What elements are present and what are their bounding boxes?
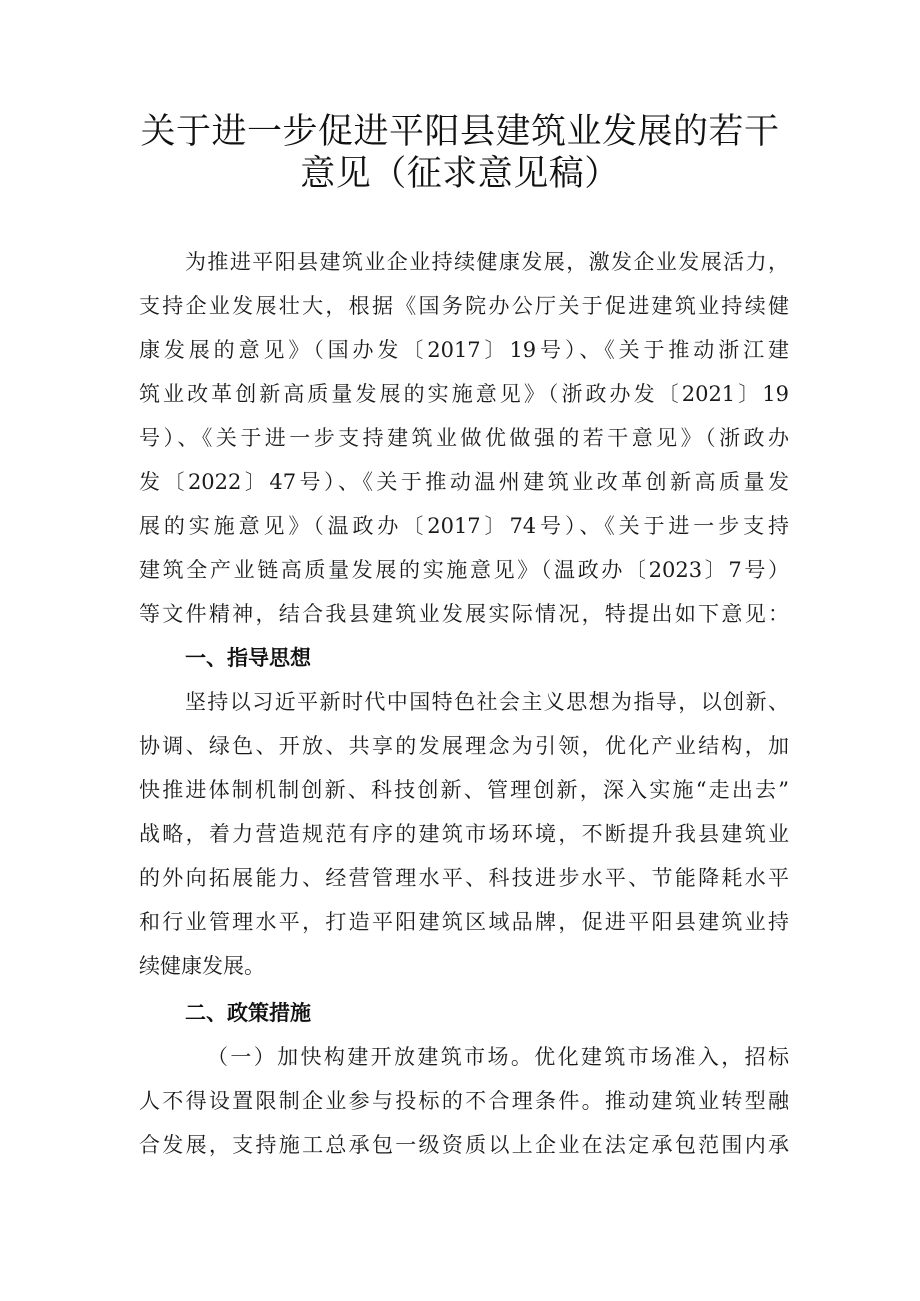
intro-line: 建筑全产业链高质量发展的实施意见》（温政办〔2023〕7号） [139, 558, 789, 582]
intro-line: 等文件精神，结合我县建筑业发展实际情况，特提出如下意见： [139, 602, 789, 626]
intro-line: 号）、《关于进一步支持建筑业做优做强的若干意见》（浙政办 [139, 426, 789, 450]
intro-line: 展的实施意见》（温政办〔2017〕74号）、《关于进一步支持 [139, 514, 789, 538]
section1-line: 坚持以习近平新时代中国特色社会主义思想为指导，以创新、 [185, 690, 789, 714]
document-title-line-1: 关于进一步促进平阳县建筑业发展的若干 [140, 112, 780, 152]
section-heading-policy-measures: 二、政策措施 [185, 1001, 311, 1025]
intro-line: 发〔2022〕47号）、《关于推动温州建筑业改革创新高质量发 [139, 470, 789, 494]
section1-line: 和行业管理水平，打造平阳建筑区域品牌，促进平阳县建筑业持 [139, 910, 789, 934]
intro-line: 筑业改革创新高质量发展的实施意见》（浙政办发〔2021〕19 [139, 382, 789, 406]
section1-line: 快推进体制机制创新、科技创新、管理创新，深入实施“走出去” [139, 778, 789, 802]
intro-line: 康发展的意见》（国办发〔2017〕19号）、《关于推动浙江建 [139, 338, 789, 362]
document-title-line-2: 意见（征求意见稿） [300, 154, 620, 194]
section1-line: 续健康发展。 [139, 954, 265, 978]
document-body [139, 240, 789, 1167]
section1-line: 的外向拓展能力、经营管理水平、科技进步水平、节能降耗水平 [139, 866, 789, 890]
section-heading-guiding-ideology: 一、指导思想 [185, 646, 311, 670]
intro-line: 为推进平阳县建筑业企业持续健康发展，激发企业发展活力， [185, 250, 789, 274]
section1-line: 战略，着力营造规范有序的建筑市场环境，不断提升我县建筑业 [139, 822, 789, 846]
section1-line: 协调、绿色、开放、共享的发展理念为引领，优化产业结构，加 [139, 734, 789, 758]
section2-line: 人不得设置限制企业参与投标的不合理条件。推动建筑业转型融 [139, 1089, 789, 1113]
section2-line: （一）加快构建开放建筑市场。优化建筑市场准入，招标 [207, 1045, 789, 1069]
section2-line: 合发展，支持施工总承包一级资质以上企业在法定承包范围内承 [139, 1133, 789, 1157]
intro-line: 支持企业发展壮大，根据《国务院办公厅关于促进建筑业持续健 [139, 294, 789, 318]
